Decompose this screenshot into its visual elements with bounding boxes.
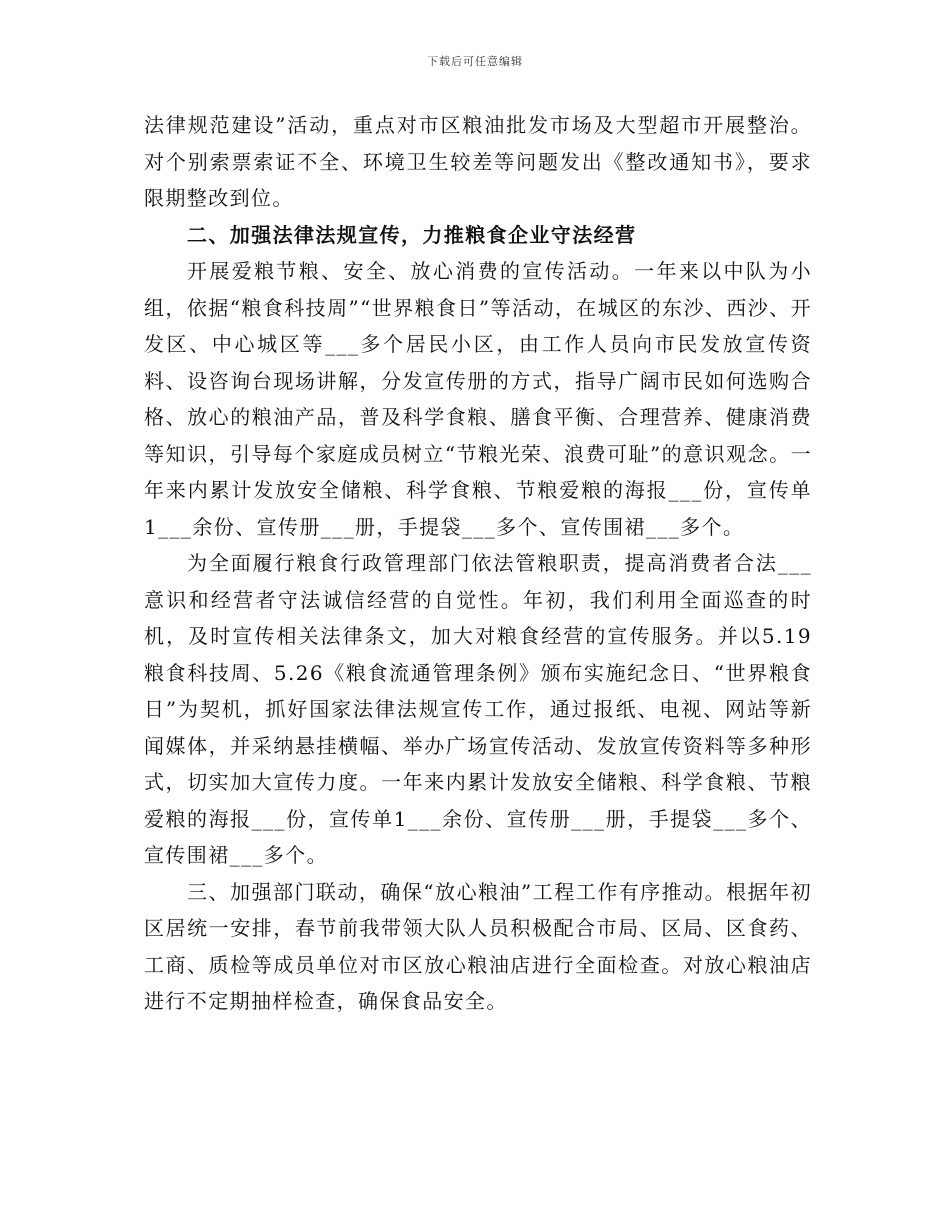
document-body: [144, 107, 812, 1020]
section-heading: 二、加强法律法规宣传，力推粮食企业守法经营: [187, 222, 637, 247]
paragraph-continuation: 法律规范建设”活动，重点对市区粮油批发市场及大型超市开展整治。对个别索票索证不全、环境卫生较差等问题发出《整改通知书》，要求限期整改到位。: [144, 113, 812, 210]
paragraph-legal-publicity: 为全面履行粮食行政管理部门依法管粮职责，提高消费者合法___意识和经营者守法诚信经营的自觉性。年初，我们利用全面巡查的时机，及时宣传相关法律条文，加大对粮食经营的宣传服务。并以5.19粮食科技周、5.26《粮食流通管理条例》颁布实施纪念日、“世界粮食日”为契机，抓好国家法律法规宣传工作，通过报纸、电视、网站等新闻媒体，并采纳悬挂横幅、举办广场宣传活动、发放宣传资料等多种形式，切实加大宣传力度。一年来内累计发放安全储粮、科学食粮、节粮爱粮的海报___份，宣传单1___余份、宣传册___册，手提袋___多个、宣传围裙___多个。: [144, 551, 812, 867]
paragraph-department-cooperation: 三、加强部门联动，确保“放心粮油”工程工作有序推动。根据年初区居统一安排，春节前我带领大队人员积极配合市局、区局、区食药、工商、质检等成员单位对市区放心粮油店进行全面检查。对放心粮油店进行不定期抽样检查，确保食品安全。: [144, 879, 812, 1013]
page-header-note: 下载后可任意编辑: [427, 55, 523, 68]
paragraph-publicity-activities: 开展爱粮节粮、安全、放心消费的宣传活动。一年来以中队为小组，依据“粮食科技周”“世界粮食日”等活动，在城区的东沙、西沙、开发区、中心城区等___多个居民小区，由工作人员向市民发放宣传资料、设咨询台现场讲解，分发宣传册的方式，指导广阔市民如何选购合格、放心的粮油产品，普及科学食粮、膳食平衡、合理营养、健康消费等知识，引导每个家庭成员树立“节粮光荣、浪费可耻”的意识观念。一年来内累计发放安全储粮、科学食粮、节粮爱粮的海报___份，宣传单1___余份、宣传册___册，手提袋___多个、宣传围裙___多个。: [144, 259, 812, 539]
